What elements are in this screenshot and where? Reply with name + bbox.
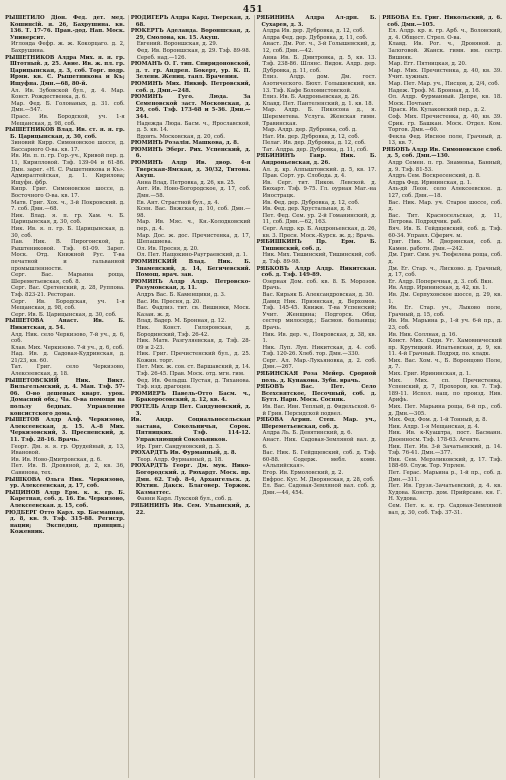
directory-entry-heading: РЯБКОВЪ Алдр Алдр. Никитская. соб. д. Тзф. 149-89.	[256, 265, 377, 279]
directory-entry: Ел. Алдр. кр. я. гр. Арб. ч., Воловский, д. 4. Общест. Стрел. О-ва.	[388, 28, 502, 41]
directory-entry: Зиновий Кирр. Симоновское шоссе, д. Бассарного О-ва. кв. 17.	[11, 140, 125, 153]
directory-entry: Надежда Люда. Басм. ч., Ярославской, д. 5. кв. 14.	[136, 120, 251, 134]
directory-entry: Алд. Ник. село Черкизово, 7-й уч., д. 6, соб.	[11, 331, 125, 345]
directory-entry: Серг. Ив. Б. Царицынская, д. 30, соб.	[11, 311, 117, 318]
directory-entry: Алдра Ив. дер. Дубровка, д. 12, соб.	[262, 28, 365, 35]
directory-entry: Ег. Алдр. Поперечная, д. 3. соб. Вкн.	[388, 278, 493, 285]
directory-entry: Мих. Вас. Хом. ч., Б. Воронцово Поле, д. 7.	[388, 357, 502, 371]
directory-entry-heading: РЯБОВА Ел. Григ. Никольский, д. 6. соб. Дмн.—105.	[382, 15, 502, 28]
directory-entry: Анаст. Ник. Садовая-Земляной вал. д. 6.	[262, 437, 377, 450]
directory-entry: Тат. Григ. село Черкизово, Алексеевская, д. 18.	[11, 364, 125, 378]
directory-entry: Соф. Мих. Пречистенка, д. 40, кв. 39. Срик. гр. Башкан. Моск. Отдел. Ком. Торгов. Дмн.—60.	[388, 113, 502, 134]
directory-entry: Мих. Мих. сп. Пречистенка, Успенский, д. 7, Прохоров, кв. 7. Тзф. 189-11. Испол. нащ. по произд. Нив. Арифь.	[388, 377, 502, 404]
directory-entry: Евфрос. Кус. М. Дворянская, д. 28, соб.	[262, 476, 375, 483]
directory-entry: Ник. Ив. дер. ч., Покровская, д. 38, кв. 1.	[262, 331, 377, 345]
directory-entry: Ив. Серг. тит. Пиков. Левской. д. Бюхарт. Тзф. 9-75. Гл. оурная Маг.-на Инострацк.	[262, 179, 377, 200]
directory-entry-heading: РЫШЕТНИКОВ Влад. Ив. ст. я. я. гр. Б. Царицынская, д. 30, соб.	[5, 127, 125, 140]
directory-entry-heading: РЯБИШКИНЪ Пр. Ерм. Б. Тишинский, соб. д.	[256, 239, 377, 252]
directory-entry: Вяч. Ив. Б. Гейдщевский, соб. д. Тзф. 60-34. Управл. Сферич. м.	[388, 226, 502, 239]
directory-entry: Дм. Ег. Стар. ч., Лисково. д. Грачный, д. 17, соб.	[388, 265, 502, 279]
directory-entry: Егор. Ив. Ермоловский, д. 2.	[262, 469, 344, 476]
directory-entry: Давид Ник. Приянская, д. Верхомов. Тзф. 145-45. Книжн. Т-ва Успенский; Учит. Женщина; Подгорск. Общ. сестер милосерд.; Басмон. больница; Врачь.	[262, 298, 377, 331]
directory-entry-heading: РЫШЕТОВА Анаст. Ив. Б. Никитская, д. 54.	[5, 318, 125, 331]
directory-entry: Ник. Мих. Тишинский, Тишинский, соб. д. Тзф. 89-98.	[262, 252, 377, 265]
column-1	[5, 15, 125, 778]
directory-entry: Ник. Алдр. 1-я Мещанская, д. 4.	[388, 423, 480, 430]
directory-entry-heading: РЮДБЕРГ Отто Карл. хр. Басманная, д. 8, кв. 9. Тзф. 315-88. Регистр. нации; Экспедиц. прянцип.; Кожевник.	[5, 509, 125, 536]
directory-entry: Конст. Мих. Сиди. Уг. Хамовнический пр. Крутицкий. Ипатьевская, д. 9, кв. 11. 4-й Грачный. Подряд. по. кладк.	[388, 338, 502, 358]
directory-entry-heading: РЯБИНИНЪ Гавр. Ник. Б. Андроньевская, д. 26.	[256, 153, 377, 167]
directory-entry: Пет. Ив. Грузя.-Зачатьевский, д. 4. кв. Худова. Констр. дом. Прийрсаве. кн. Г. Н. Худова.	[388, 483, 502, 503]
directory-entry: Ник. Григ. Пречистенский бул., д. 25. Кожин. торг.	[136, 351, 251, 364]
directory-entry: Ив. Фед. дер. Хрустальная, д. 8.	[262, 206, 353, 213]
directory-entry-heading: РЮМИНЪ Гуго. Люда. За Семеновской заст. Московская, д. 29, соб. Тзф. 173-68 и 5-36. Дмн.—344.	[130, 94, 251, 120]
directory-entry: Ив. Ег. Стар. уч., Лыково поле, Грачный, д. 15, соб.	[388, 305, 502, 318]
directory-entry: Алдрь Фед. Ирининская, д. 1.	[388, 179, 472, 186]
directory-entry: Ол. Ив. Пресня, д. 20.	[136, 245, 199, 252]
directory-entry: Серг. Алдр. кр. Б. Андроньевская, д. 26, кв. 3. Пресн. Моск.-Курск. ж. д.; Врачь.	[262, 226, 377, 239]
directory-entry-heading: РЮМИНЪ Алдр Алдр. Петровско-Разумовская, д. 11.	[130, 278, 251, 292]
directory-entry: Ант. Ив. Ново-Богородское, д. 17, соб. Дмн.—58.	[136, 186, 251, 200]
directory-entry: Алдра Ль. Б. Девятинский, д. 6.	[262, 430, 353, 437]
directory-entry: Пелаг. Ив. дер. Дубровка, д. 12, соб.	[262, 140, 366, 147]
directory-entry: Ив. Алдр. Ирининская, д. 42, кв. 1.	[388, 285, 488, 292]
directory-entry: Ив. Ив. п. п. гр. Гор.-уч., Кривой пер. д. 11, Кирилловой. Тзф. 139-04 и 61-86. Дмн. зарег. «Н. С. Рышетникова и Къ». Адмиралтейская, д. 1. Кирилова; Ищуфн. фбр.	[11, 153, 125, 186]
directory-entry-heading: РЮТЕЛЬ Алдр Пет. Сандуновский, д. 3.	[130, 404, 251, 417]
directory-entry: Надеж. Троф. М. Бронная, д. 16.	[388, 87, 481, 94]
directory-entry: Ник. Матв. Разгуляевская, д. Тзф. 28-09 и 2-23.	[136, 338, 251, 351]
directory-entry: Ив. Ив. Марьина р., 1-й уч. 6-й пр., д. 23, соб.	[388, 318, 502, 331]
directory-entry-heading: РЮДИГЕРЪ Алдра Кард. Тверская, д. 68.	[130, 15, 251, 28]
directory-entry-heading: РЮМИНЪ Мих. Никиф. Петровский, соб. д. Дмн.—248.	[130, 80, 251, 94]
directory-entry-heading: РЯБИНСКАЯ Роза Мейер. Срорной поль. д. Кунакова. Зубн. врачь.	[256, 371, 377, 384]
directory-entry-heading: РЮХАРДТЪ Ив. Фурманный, д. 8.	[130, 450, 237, 457]
directory-entry: Ив. Ив. Ново-Дмитровская, д. 6.	[11, 456, 102, 463]
directory-entry: Ив. Фед. дер. Дубровка, д. 12, соб.	[262, 199, 360, 206]
columns-container	[5, 15, 502, 778]
directory-entry: Пет. Фед. Сем. ур. 2-й Гоманинский, д. 11, соб. Дмн.—62, 163.	[262, 212, 377, 226]
directory-entry: Анна Ив. Б. Дмитровка, д. 5, кв. 13. Тзф. 238-86. Шлянс. Видок. Алдр. дер. Дубровка, д. 11, соб.	[262, 54, 377, 74]
directory-entry-heading: РЫЦИНОВ Алдр Ерм. к. к. гр. Б. Каретная, соб. д. 16. Ев. Черкизово, Алексеевская. д. 15, соб.	[5, 489, 125, 509]
directory-entry: Прасс. Ив. Бородской, уч. 1-я Мещанская, д. 98, соб.	[11, 113, 125, 127]
directory-entry: Кипр. Григ. Симоновское шоссе, д. Восточного О-ва. кв. 17.	[11, 186, 125, 200]
directory-entry: Анаст. Дм. Рог. ч., 3-й Голышевский, д. 12, соб. Дмн.—42.	[262, 41, 377, 54]
directory-entry: Над. Ив. д. Садовая-Кудринская, д. 21/23, кв. 60.	[11, 351, 125, 364]
directory-entry: Мар. Алдр. Б. Пикосона д., я. Шереметева. Услуга. Женская гимн. Травинская.	[262, 107, 377, 127]
directory-entry-heading: РЮМИНЪ Эберг. Рих. Успенский, д. 6.	[130, 146, 251, 160]
directory-entry: Ник. Пет. Ив. 3-й Зачатьевский, д. 14. Тзф. 76-41. Дмн.—377.	[388, 443, 502, 457]
directory-entry-heading: РЯБОВА Агрип. Степ. Мар. уч., Шереметьевская, соб. д.	[256, 417, 377, 430]
directory-entry: Вас. Фадлиз. тит. св. Вишняки, Моск. Казан. ж. д.	[136, 305, 251, 318]
directory-entry: Ник. Конст. Гиляровская, д. Бородинский, Тзф. 26-42.	[136, 324, 251, 338]
directory-entry-heading: РЯБОВЪ Алдр Ив. Симоновское слоб. д. 5, соб. Дмн.—130.	[382, 146, 502, 160]
directory-entry-heading: РЫШЕТОВ Алдр Алф. Черкизово, Алексеевская, д. 15. А.-8 Мих. Черкизовский, 3. Пресненский, д. 11. Тзф. 28-16. Врачь.	[5, 417, 125, 443]
directory-entry: Нат. Ив. дер. Дубровка, д. 12, соб.	[262, 133, 360, 140]
directory-entry: Теор. Алдр. Фурманный, д. 18.	[136, 456, 223, 463]
directory-entry-heading: РЫШЕТНИКОВ Алдра Мих. я. я. гр. Штотный. д. 25. Авие. Ив. ж. пл. гр. Царицынская, д. 3, соб. Торг. подр. Ирми. кв. С. Рышетникова и Къ; Ищуфна. Дмн.—68, 80-й.	[5, 54, 125, 87]
directory-entry: Алдра Фед. дер. Дубровка, д. 11, соб.	[262, 34, 368, 41]
directory-entry-heading: Ив. Андр. Социальносельская застава, Сокольничья, Сорок. Пятницких. Тзф. 114-12. Управляющий Сокольников.	[130, 417, 251, 443]
directory-entry-heading: РЯБИНИНА Алдра Ал-дрн. Б. Сухарев, д. 3.	[256, 15, 377, 28]
directory-entry: Фед. Ив. Фельдш. Пустая, д. Тиханова. Тзф. изд. драгоцен.	[136, 377, 251, 391]
directory-entry: Мар. Мих. Пречистенка, д. 40, кв. 39. Учит. хужных.	[388, 67, 502, 81]
directory-entry: Ник. Ив. к-Куаштра, пост. Басманн. Двоенносм. Тзф. 178-63. Агенте.	[388, 430, 502, 443]
directory-entry-heading: РЮКЕРТЪ Аделанда. Вороншская, д. 29, Смолова, кв. 15. Акуш.	[130, 28, 251, 41]
directory-entry-heading: РЫШКОВА Ольга Ник. Черкизово, ур. Алексеевская, д. 17, соб.	[5, 476, 125, 490]
directory-entry: Иглонда Фефр. ж. ж. Кокорцаго. д. 2, Бахрушина.	[11, 41, 125, 54]
directory-entry: Григ. Ник. М. Дворянская, соб. д. Камен. работн. Дмн.—242.	[388, 239, 502, 252]
directory-entry: Пет. Мих. ж. сов. ст. Варшавский, д. 14. Тзф. 26-45. Прав. Моск. отд. мгн. гим.	[136, 364, 251, 378]
page-number: 451	[242, 5, 264, 15]
directory-entry: Мих. Фед. Фом. д. 1-й Тонный, д. 8.	[388, 417, 488, 424]
directory-entry: Ал. Ив. Зубовской бул., д. 4. Мар. Конст. Рождественка, д. 6.	[11, 87, 125, 101]
column-4	[379, 15, 502, 778]
directory-entry: Клавд. Пет. Пантеленский, д. 1. кв. 18.	[262, 100, 374, 107]
directory-entry-heading: РЯБИНИНЪ Ив. Сем. Ульянский, д. 22.	[130, 502, 251, 516]
directory-entry: Алдръ Вас. Б. Каменщики, д. 3.	[136, 291, 226, 298]
directory-entry: Ив. Дм. Серпуховское шоссе, д. 29, кв. 1.	[388, 291, 502, 305]
directory-entry: Клавд. Ив. Рог. ч., Дровяной. д. Залоговой. Жанск. гимн. им. сестр. Вишняк.	[388, 41, 502, 61]
directory-entry: Анна Влад. Петровка, д. 26, кв. 25.	[136, 179, 236, 186]
directory-entry: Аль-дй Леон. село Алексеевское. д. 127, соб. Дмн.—18.	[388, 186, 502, 200]
directory-entry: Вдовть. Московская, д. 20, соб.	[136, 133, 226, 140]
directory-entry: Фед. Ив. Вороншская, д. 29. Тзф. 89-98. Сереб. над.—126.	[136, 47, 251, 61]
directory-entry: Влад. Вадер. М. Бронная, д. 12.	[136, 318, 227, 325]
directory-entry-heading: РЮМАНЪ О. Г. тип. Спиридоновской, д. т. гр. Андрея. Бокерт, ур. К. П. Зелени. Жениц. таял. Врачения.	[130, 61, 251, 81]
directory-entry-heading: РЮХАРДТЪ Георг. Дм. мук. Нико-Богородский. д. Рюхардт. Моск. пр. Дмн. 62. Тзф. 8-4, Архангельск. д. Юхтин. Дакск. Благовер. Торжок. Казматтес.	[130, 463, 251, 496]
column-2	[128, 15, 251, 778]
directory-entry: Серг. Вас. Сретенский, д. 28, Руппова. Тзф. 823-21. Ресторан.	[11, 285, 125, 298]
directory-entry: Мар. Пет. Мар. уч., Писцов, д. 2/4, соб.	[388, 80, 500, 87]
directory-entry-heading: РЮМИНЪ Алдр Ив. двор. 4-я Тверская-Ямская, д. 30/32, Титова. Акуш.	[130, 160, 251, 180]
directory-entry: Мар. Ив. Мяс. ч., Кн.-Колодковский пер., д. 4.	[136, 219, 251, 232]
directory-entry-heading: РЮМИНЪ Розалія. Машкова, д. 8.	[130, 140, 239, 147]
directory-entry: Пет. Ив. В. Дровяной, д. 2, кв. 36, Савинова, тех.	[11, 463, 125, 476]
directory-entry: Георг. Дм. я. я. гр. Орудейный, д. 13, Ивановой.	[11, 443, 125, 457]
directory-entry-heading: РЯБОВЪ Вас. Пет. Село Всехсвятское, Песочный, соб. д. Бутл. Нарн. Моск. Сосняк.	[256, 384, 377, 404]
directory-entry: Мих. Григ. Ирининская, д. 1.	[388, 371, 471, 378]
directory-entry: Праск. Ив. Кулаковский пер., д. 2.	[388, 107, 486, 114]
directory-entry: Серг. Вас. Марьина роща, Шереметьевская, соб. 8.	[11, 272, 125, 285]
directory-entry: Ел. Вас. Садовая-Земляной вал. соб. д. Дмн.—44, 454.	[262, 483, 377, 496]
directory-entry: Дм. Григ. Сим. уч. Тюфелева роща, соб. д.	[388, 252, 502, 265]
directory-entry: Вас. Кирьяк Б. Александровская, д. 30.	[262, 291, 374, 298]
directory-entry-heading: РЫШЕТИЛО Діон. Фед. дет. мед. Кошинсій. я. 26, Бахрушина. кв. 136. Т. 17-76. Прав.-дод. Нап. Моск. Университ.	[5, 15, 125, 41]
directory-entry: Ник. Влад. я. п. гр. Хам. ч. Б. Царицынская, д. 30, соб.	[11, 212, 125, 226]
directory-entry: Ол. Пет. Нащокино-Рауграевский, д. 1.	[136, 252, 248, 259]
column-3	[254, 15, 377, 778]
directory-entry: Ник. Луп. Луп. Никитская, д. 4. соб. Тзф. 120-26. Хлеб. тор. Дмн.—330.	[262, 344, 377, 358]
directory-entry: Серг. Ив. Бородская, уч. 1-я Мещанская, д. 98, соб.	[11, 298, 125, 312]
directory-entry: Пав. Ник. В. Пирогоиской, д. Рыштениковой. Тзф. 61-09. Зарег. Моск. Отд. Книжной Рус. Т-ва печатной и гальванной промышленности.	[11, 239, 125, 272]
directory-entry: Сем. Пет. к. к. гр. Садовая-Земляной вал, д. 30, соб. Тзф. 37-31.	[388, 502, 502, 516]
directory-entry: Елиз. Ив. Б. Андроньевская, д. 26.	[262, 94, 360, 101]
directory-entry: Ев. Ант. Страстной бул., д. 4.	[136, 199, 220, 206]
directory-entry: Ник. Сем. Мерзликовский, д. 17. Тзф. 188-69. Служ. Тор. Упрлен.	[388, 456, 502, 470]
directory-entry: Мих. Пет. Марьина роща, 6-й пр., соб. д. Дмн.—305.	[388, 404, 502, 417]
directory-entry: Ив. Вас. Ивн. Теплый, д. Фидельской. 6-й Грив. Персидской подвел.	[262, 404, 377, 417]
directory-entry: Клав. Мих. Черкизово. 7-й уч., д. 6, соб.	[11, 344, 124, 351]
directory-entry: Ал. д. кр. Алпыштовский. д. 5, кв. 17. Прав. Сорт. ур. Слобода. д. 4.	[262, 166, 377, 180]
directory-entry: Мар. Егг. Пятницкая, д. 20.	[388, 61, 467, 68]
directory-entry: Мар. Алдр. дер. Дубровка, соб. д.	[262, 127, 357, 134]
directory-entry-heading: РЫШЕТОВСКИЙ Ник. Викт. Вильгельмский, д. 4. Ман. Тзф. 57-06. О-во дешевых кварт. урок. Домасний обх.; Ча. О-ва помощи на пользу бедных. Управление консистского дома.	[5, 377, 125, 417]
directory-entry: Фанни Карл. Лукской бул., соб. д.	[136, 496, 233, 503]
directory-entry: Ир. Григ. Сандуновский, д. 3.	[136, 443, 221, 450]
directory-entry: Ив. Ник. Соллная, д. 16.	[388, 331, 458, 338]
directory-entry-heading: РЮМИЕРЪ Павель-Отто Басм. ч., Бракоросовский, д. 12, кв. 4.	[130, 390, 251, 404]
directory-entry: Ксен. Вас. Внжская, д. 10, соб. Дмн.—98.	[136, 206, 251, 219]
directory-entry: Вас. Ник. Б. Гейдщевский, соб. д. Тзф. 60-88. Содерж. мебл. комн. «Альпийская».	[262, 450, 377, 470]
directory-entry: Алдр Семен. п. гр. Знаменьа, Банный, д. 9. Тзф. 81-53.	[388, 160, 502, 173]
directory-entry: Ол. Алдр. Фурманный. Депре, кв. 18. Моск. Почтамт.	[388, 94, 502, 107]
directory-entry-heading: РЮМИНСКИЙ Влад. Ник. Б. Знаменский, д. 14, Бегичевский. Помощ. врач. зав.	[130, 258, 251, 279]
directory-entry: Вас. Ив. Пресня, д. 20.	[136, 298, 202, 305]
directory-entry: Матв. Григ. Хох. ч., 3-й Покровский. д. 7. соб. Дмн.—68.	[11, 199, 125, 213]
directory-entry: Фекла Фед. Ивсное поле, Грачный, д. 13, кв. 7.	[388, 133, 502, 147]
directory-entry: Серг. Ал. Мар.-Лукьяновка, д. 2. соб. Дмн.—267.	[262, 357, 377, 371]
directory-entry: Ник. Ив. я. п. гр. Б. Царицынская, д. 30, соб.	[11, 226, 125, 239]
directory-entry: Вас. Ник. Мар. уч. Старое шоссе, соб. д.	[388, 199, 502, 213]
directory-entry: Пет. Герас. Марьина р., 1-й пр., соб. д. Дмн.—311.	[388, 469, 502, 483]
directory-entry: Евгений. Вороншская, д. 29.	[136, 41, 218, 48]
directory-entry: Тат. Алдра. дер. Дубровка, д. 11, соб.	[262, 146, 368, 153]
directory-entry: Мар. Дос. ж. дос. Пречистенка, д. 17, Шепашиева.	[136, 232, 251, 246]
directory-entry: Мар. Фед. Б. Голованых, д. 31. соб. Дмн.—547.	[11, 100, 125, 114]
directory-entry: Вас. Тит. Красносельская, д. 11, Петрова. Подрядчик. раб.	[388, 212, 502, 226]
directory-entry: Алдръ Сем. Воскресенский, д. 8.	[388, 173, 481, 180]
directory-entry: Озерная Дом. соб. кв. 8. Б. Морозов. Врачь.	[262, 278, 377, 292]
directory-entry: Елиз. Алдр. дом. Дм. гост. Азотического. Бюхт. Голышевский, кв. 13. Тзф. Кафе Боломистовской.	[262, 74, 377, 94]
